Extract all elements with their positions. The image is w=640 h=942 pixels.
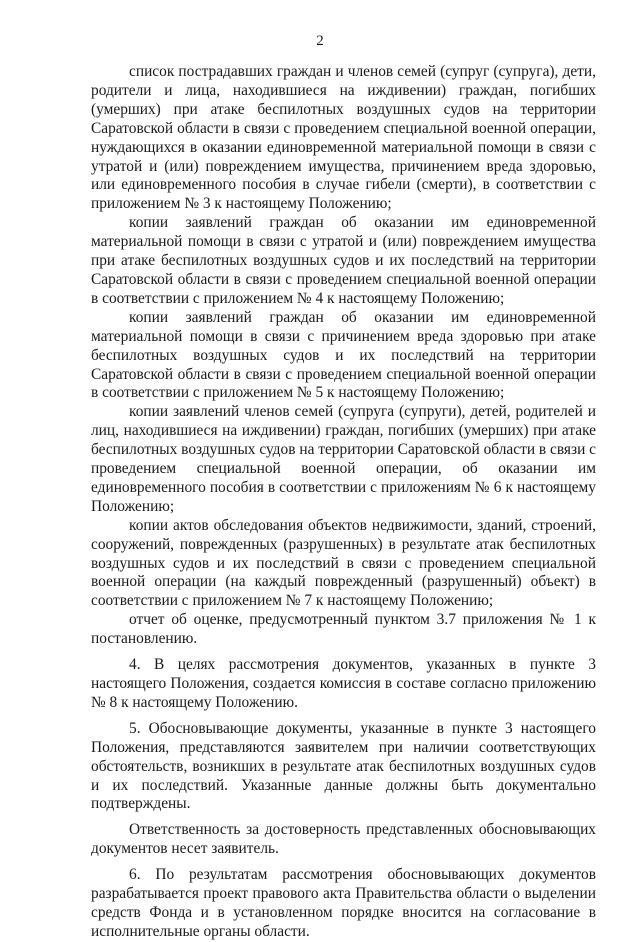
paragraph-valuation-report: отчет об оценке, предусмотренный пунктом 3.7 приложения № 1 к постановлению. bbox=[91, 611, 596, 648]
paragraph-applicant-responsibility: Ответственность за достоверность представленных обосновывающих документов несет заявитель. bbox=[91, 821, 596, 858]
paragraph-victims-list: список пострадавших граждан и членов семей (супруг (супруга), дети, родители и лица, находившиеся на иждивении) граждан, погибших (умерших) при атаке беспилотных воздушных судов на территории Саратовской области в связи с проведением специальной военной операции, нуждающихся в оказании единовременной материальной помощи в связи с утратой и (или) повреждением имущества, причинением вреда здоровью, или единовременного пособия в случае гибели (смерти), в соответствии с приложением № 3 к настоящему Положению; bbox=[91, 63, 596, 213]
paragraph-inspection-acts: копии актов обследования объектов недвижимости, зданий, строений, сооружений, поврежденных (разрушенных) в результате атак беспилотных воздушных судов и их последствий в связи с проведением специальной военной операции (на каждый поврежденный (разрушенный) объект) в соответствии с приложением № 7 к настоящему Положению; bbox=[91, 516, 596, 610]
paragraph-family-members-applications: копии заявлений членов семей (супруга (супруги), детей, родителей и лиц, находившиеся на иждивении) граждан, погибших (умерших) при атаке беспилотных воздушных судов на территории Саратовской области в связи с проведением специальной военной операции, об оказании им единовременного пособия в соответствии с приложениям № 6 к настоящему Положению; bbox=[91, 403, 596, 515]
paragraph-item-6-legal-act: 6. По результатам рассмотрения обосновывающих документов разрабатывается проект правового акта Правительства области о выделении средств Фонда и в установленном порядке вносится на согласование в исполнительные органы области. bbox=[91, 866, 596, 940]
document-body bbox=[91, 63, 596, 942]
paragraph-item-4-commission: 4. В целях рассмотрения документов, указанных в пункте 3 настоящего Положения, создается комиссия в составе согласно приложению № 8 к настоящему Положению. bbox=[91, 656, 596, 711]
paragraph-property-damage-applications: копии заявлений граждан об оказании им единовременной материальной помощи в связи с утратой и (или) повреждением имущества при атаке беспилотных воздушных судов и их последствий на территории Саратовской области в связи с проведением специальной военной операции в соответствии с приложением № 4 к настоящему Положению; bbox=[91, 214, 596, 307]
page-number: 2 bbox=[316, 33, 324, 49]
paragraph-item-5-supporting-documents: 5. Обосновывающие документы, указанные в пункте 3 настоящего Положения, представляются заявителем при наличии соответствующих обстоятельств, возникших в результате атак беспилотных воздушных судов и их последствий. Указанные данные должны быть документально подтверждены. bbox=[91, 719, 596, 813]
paragraph-health-harm-applications: копии заявлений граждан об оказании им единовременной материальной помощи в связи с причинением вреда здоровью при атаке беспилотных воздушных судов и их последствий на территории Саратовской области в связи с проведением специальной военной операции в соответствии с приложением № 5 к настоящему Положению; bbox=[91, 308, 596, 402]
